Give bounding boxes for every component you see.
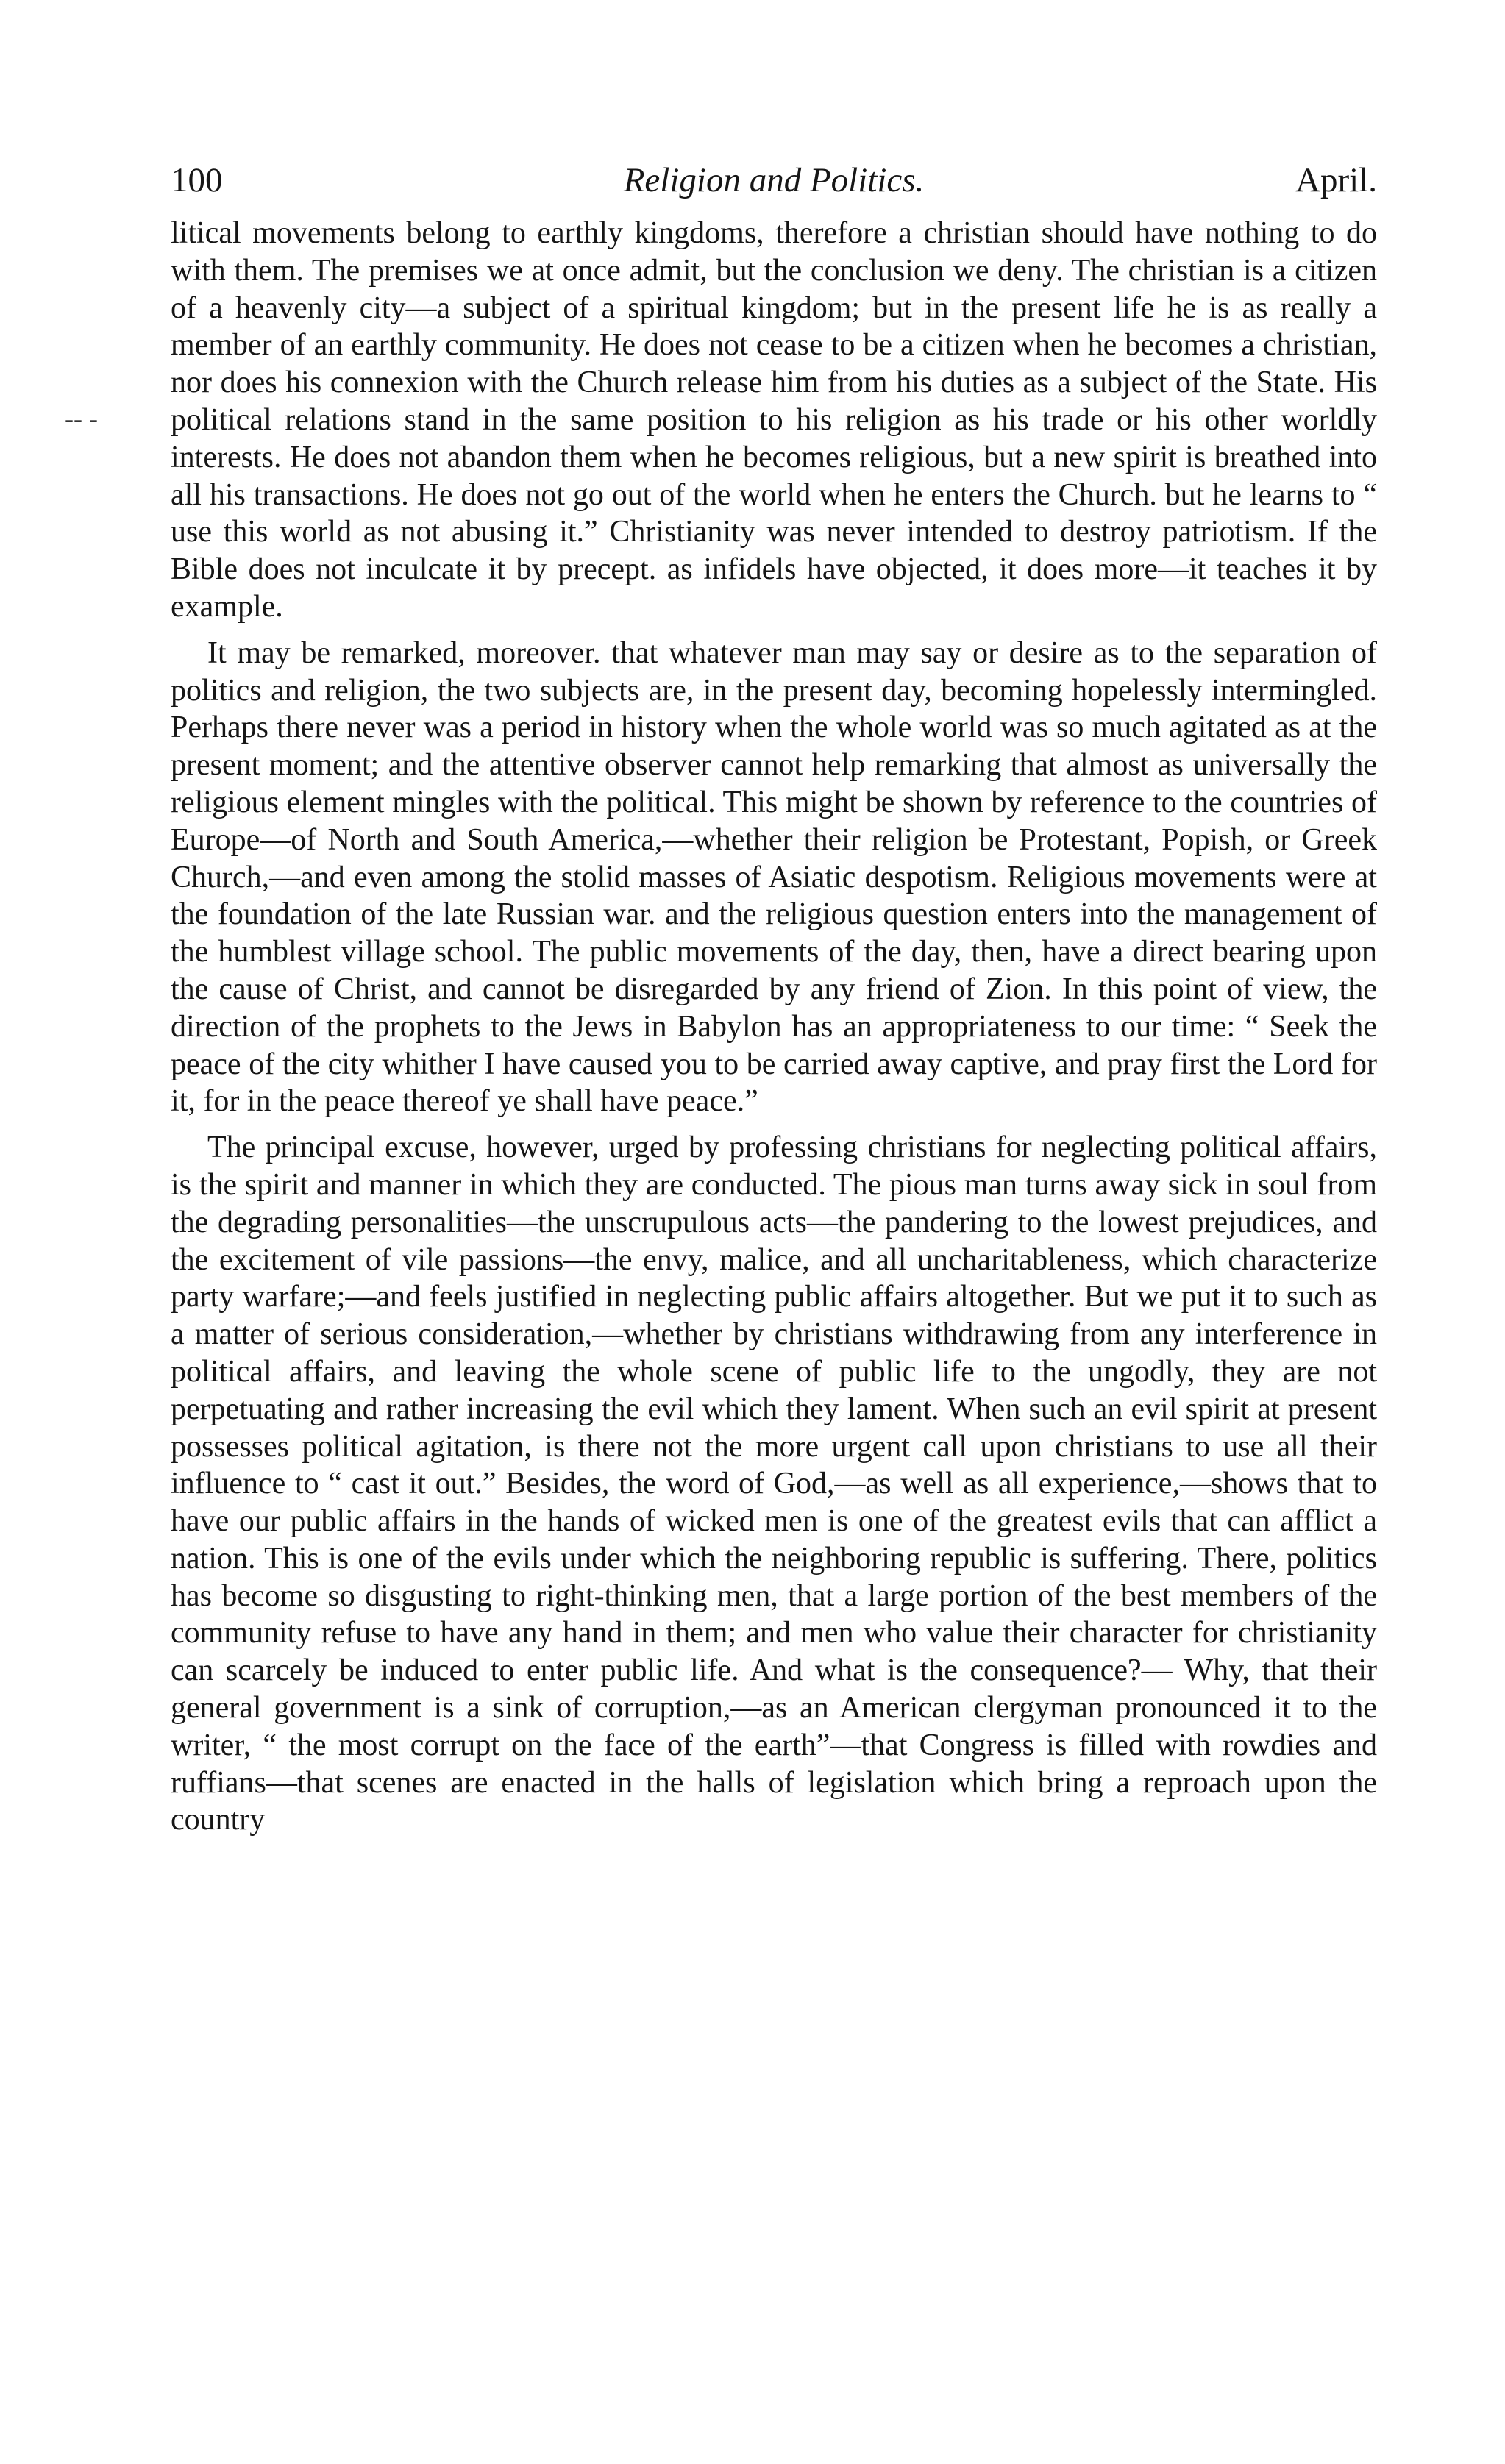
page-number: 100 xyxy=(171,161,223,199)
margin-mark: -- - xyxy=(65,404,98,433)
page-header xyxy=(171,160,1377,204)
paragraph-religion-politics-intermingled: It may be remarked, moreover. that whatever man may say or desire as to the separation of politics and religion, the two subjects are, in the present day, becoming hopelessly intermingled. Perhaps there never was a period in history when the whole world was so much agitated as at the present moment; and the attentive observer cannot help remarking that almost as universally the religious element mingles with the political. This might be shown by reference to the countries of Europe—of North and South America,—whether their religion be Protestant, Popish, or Greek Church,—and even among the stolid masses of Asiatic despotism. Religious movements were at the foundation of the late Russian war. and the religious question enters into the management of the humblest village school. The public movements of the day, then, have a direct bearing upon the cause of Christ, and cannot be disregarded by any friend of Zion. In this point of view, the direction of the prophets to the Jews in Babylon has an appropriateness to our time: “ Seek the peace of the city whither I have caused you to be carried away captive, and pray first the Lord for it, for in the peace thereof ye shall have peace.” xyxy=(171,635,1377,1119)
body-text xyxy=(171,215,1377,1839)
paragraph-continued: litical movements belong to earthly kingdoms, therefore a christian should have nothing to do with them. The premises we at once admit, but the conclusion we deny. The christian is a citizen of a heavenly city—a subject of a spiritual kingdom; but in the present life he is as really a member of an earthly community. He does not cease to be a citizen when he becomes a christian, nor does his connexion with the Church release him from his duties as a subject of the State. His political relations stand in the same position to his religion as his trade or his other worldly interests. He does not abandon them when he becomes religious, but a new spirit is breathed into all his transactions. He does not go out of the world when he enters the Church. but he learns to “ use this world as not abusing it.” Christianity was never intended to destroy patriotism. If the Bible does not inculcate it by precept. as infidels have objected, it does more—it teaches it by example. xyxy=(171,216,1377,624)
running-title: Religion and Politics. xyxy=(623,161,925,199)
paragraph-principal-excuse: The principal excuse, however, urged by professing christians for neglecting political affairs, is the spirit and manner in which they are conducted. The pious man turns away sick in soul from the degrading personalities—the unscrupulous acts—the pandering to the lowest prejudices, and the excitement of vile passions—the envy, malice, and all uncharitableness, which characterize party warfare;—and feels justified in neglecting public affairs altogether. But we put it to such as a matter of serious consideration,—whether by christians withdrawing from any interference in political affairs, and leaving the whole scene of public life to the ungodly, they are not perpetuating and rather increasing the evil which they lament. When such an evil spirit at present possesses political agitation, is there not the more urgent call upon christians to use all their influence to “ cast it out.” Besides, the word of God,—as well as all experience,—shows that to have our public affairs in the hands of wicked men is one of the greatest evils that can afflict a nation. This is one of the evils under which the neighboring republic is suffering. There, politics has become so disgusting to right-thinking men, that a large portion of the best members of the community refuse to have any hand in them; and men who value their character for christianity can scarcely be induced to enter public life. And what is the consequence?— Why, that their general government is a sink of corruption,—as an American clergyman pronounced it to the writer, “ the most corrupt on the face of the earth”—that Congress is filled with rowdies and ruffians—that scenes are enacted in the halls of legislation which bring a reproach upon the country xyxy=(171,1130,1377,1837)
header-month: April. xyxy=(1295,161,1377,199)
